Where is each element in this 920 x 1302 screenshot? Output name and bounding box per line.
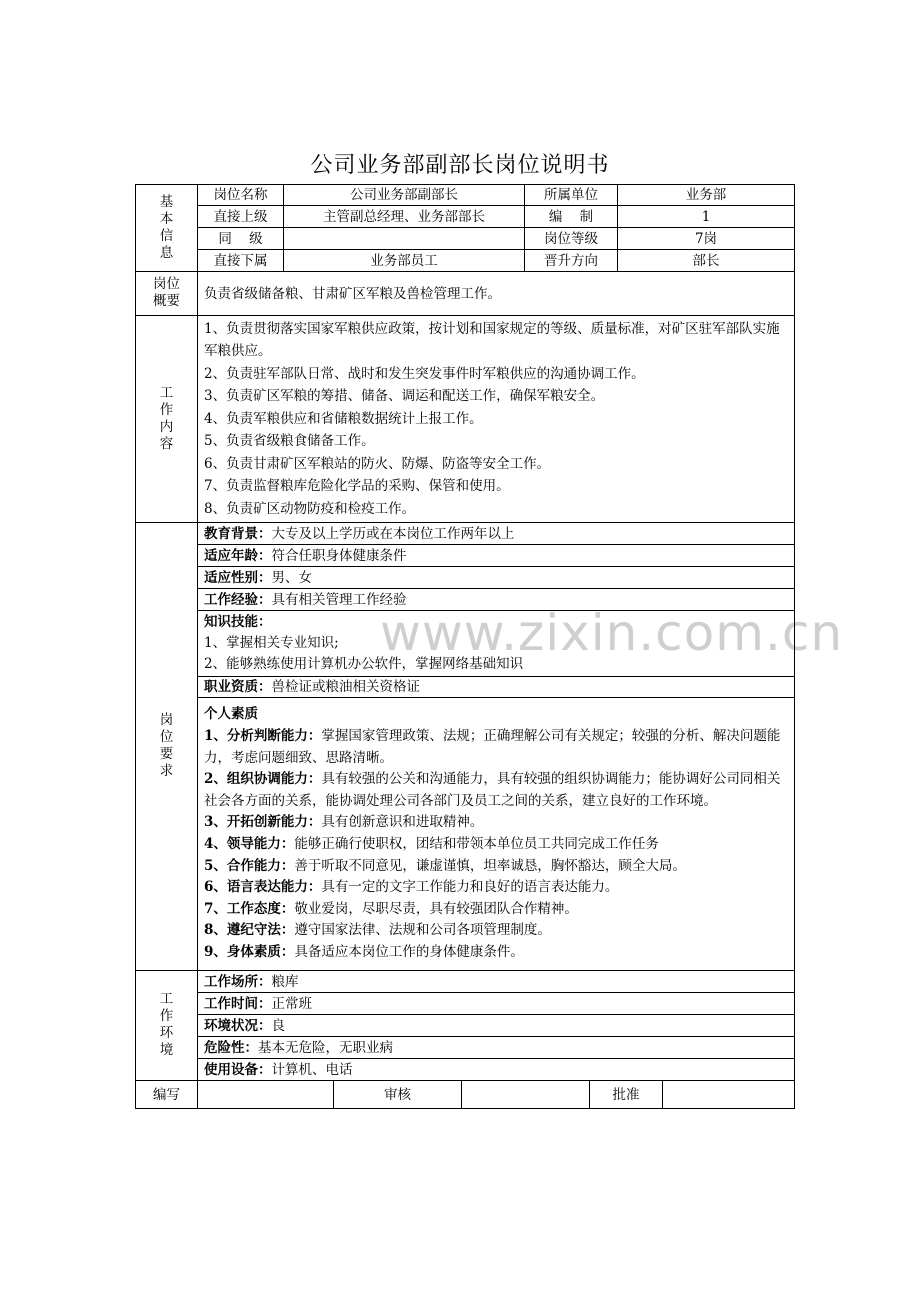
section-summary: 岗位概要 bbox=[136, 272, 198, 316]
value-subordinate: 业务部员工 bbox=[284, 250, 525, 272]
value-peer bbox=[284, 228, 525, 250]
footer-writer-label: 编写 bbox=[136, 1081, 198, 1109]
req-education bbox=[198, 523, 795, 545]
duty-item: 1、负责贯彻落实国家军粮供应政策，按计划和国家规定的等级、质量标准，对矿区驻军部队实施军粮供应。 bbox=[204, 320, 780, 360]
label-direct-superior: 直接上级 bbox=[198, 206, 284, 228]
req-qualification-label: 职业资质： bbox=[204, 679, 272, 695]
duty-item: 5、负责省级粮食储备工作。 bbox=[204, 433, 375, 450]
value-promotion: 部长 bbox=[618, 250, 795, 272]
req-experience bbox=[198, 589, 795, 611]
label-position-name: 岗位名称 bbox=[198, 185, 284, 206]
env-row: 环境状况：良 bbox=[198, 1015, 795, 1037]
section-basic-info: 基本信息 bbox=[136, 185, 198, 272]
env-row: 使用设备：计算机、电话 bbox=[198, 1059, 795, 1081]
label-headcount: 编 制 bbox=[525, 206, 618, 228]
env-row: 工作时间：正常班 bbox=[198, 993, 795, 1015]
job-description-table bbox=[135, 184, 795, 1109]
quality-item: 5、合作能力：善于听取不同意见，谦虚谨慎，坦率诚恳，胸怀豁达，顾全大局。 bbox=[204, 857, 686, 874]
req-gender-value: 男、女 bbox=[271, 569, 312, 586]
label-department: 所属单位 bbox=[525, 185, 618, 206]
footer-writer-value[interactable] bbox=[198, 1081, 334, 1109]
env-row: 工作场所：粮库 bbox=[198, 971, 795, 993]
req-gender-label: 适应性别： bbox=[204, 569, 272, 586]
summary-text: 负责省级储备粮、甘肃矿区军粮及兽检管理工作。 bbox=[198, 272, 795, 316]
duty-item: 3、负责矿区军粮的筹措、储备、调运和配送工作，确保军粮安全。 bbox=[204, 388, 605, 405]
value-direct-superior: 主管副总经理、业务部部长 bbox=[284, 206, 525, 228]
req-age bbox=[198, 545, 795, 567]
section-requirements: 岗位要求 bbox=[136, 523, 198, 971]
quality-item: 1、分析判断能力：掌握国家管理政策、法规；正确理解公司有关规定；较强的分析、解决问题能力，考虑问题细致、思路清晰。 bbox=[204, 728, 781, 766]
quality-item: 8、遵纪守法：遵守国家法律、法规和公司各项管理制度。 bbox=[204, 922, 551, 939]
req-education-value: 大专及以上学历或在本岗位工作两年以上 bbox=[271, 525, 515, 542]
footer-review-value[interactable] bbox=[462, 1081, 590, 1109]
duty-item: 7、负责监督粮库危险化学品的采购、保管和使用。 bbox=[204, 478, 510, 495]
duties-list bbox=[198, 316, 795, 523]
value-grade: 7岗 bbox=[618, 228, 795, 250]
req-skills-label: 知识技能： bbox=[204, 614, 272, 630]
footer-approve-label: 批准 bbox=[590, 1081, 663, 1109]
quality-item: 9、身体素质：具备适应本岗位工作的身体健康条件。 bbox=[204, 943, 524, 960]
req-age-label: 适应年龄： bbox=[204, 547, 272, 564]
label-peer: 同 级 bbox=[198, 228, 284, 250]
quality-item: 4、领导能力：能够正确行使职权，团结和带领本单位员工共同完成工作任务 bbox=[204, 836, 659, 852]
req-qualification bbox=[198, 677, 795, 698]
req-gender bbox=[198, 567, 795, 589]
value-department: 业务部 bbox=[618, 185, 795, 206]
label-subordinate: 直接下属 bbox=[198, 250, 284, 272]
label-grade: 岗位等级 bbox=[525, 228, 618, 250]
req-experience-value: 具有相关管理工作经验 bbox=[271, 591, 407, 608]
section-environment: 工作环境 bbox=[136, 971, 198, 1081]
quality-item: 7、工作态度：敬业爱岗，尽职尽责，具有较强团队合作精神。 bbox=[204, 900, 578, 917]
req-skill-item: 1、掌握相关专业知识; bbox=[204, 635, 339, 651]
watermark: www.zixin.com.cn bbox=[380, 604, 844, 662]
duty-item: 8、负责矿区动物防疫和检疫工作。 bbox=[204, 500, 416, 517]
quality-item: 6、语言表达能力：具有一定的文字工作能力和良好的语言表达能力。 bbox=[204, 879, 619, 896]
section-duties: 工作内容 bbox=[136, 316, 198, 523]
quality-item: 3、开拓创新能力：具有创新意识和进取精神。 bbox=[204, 814, 484, 831]
duty-item: 4、负责军粮供应和省储粮数据统计上报工作。 bbox=[204, 410, 483, 427]
value-headcount: 1 bbox=[618, 206, 795, 228]
req-skill-item: 2、能够熟练使用计算机办公软件，掌握网络基础知识 bbox=[204, 656, 524, 672]
quality-item: 2、组织协调能力：具有较强的公关和沟通能力，具有较强的组织协调能力；能协调好公司同相关社会各方面的关系，能协调处理公司各部门及员工之间的关系，建立良好的工作环境。 bbox=[204, 771, 781, 809]
req-personal-qualities bbox=[198, 698, 795, 971]
req-qualities-label: 个人素质 bbox=[204, 706, 258, 723]
req-qualification-value: 兽检证或粮油相关资格证 bbox=[271, 679, 420, 695]
footer-approve-value[interactable] bbox=[663, 1081, 795, 1109]
env-row: 危险性：基本无危险，无职业病 bbox=[198, 1037, 795, 1059]
req-education-label: 教育背景： bbox=[204, 525, 272, 542]
footer-review-label: 审核 bbox=[334, 1081, 462, 1109]
document-title: 公司业务部副部长岗位说明书 bbox=[310, 153, 610, 178]
duty-item: 6、负责甘肃矿区军粮站的防火、防爆、防盗等安全工作。 bbox=[204, 455, 551, 472]
req-age-value: 符合任职身体健康条件 bbox=[271, 547, 407, 564]
value-position-name: 公司业务部副部长 bbox=[284, 185, 525, 206]
req-experience-label: 工作经验： bbox=[204, 591, 272, 608]
req-skills bbox=[198, 611, 795, 677]
label-promotion: 晋升方向 bbox=[525, 250, 618, 272]
duty-item: 2、负责驻军部队日常、战时和发生突发事件时军粮供应的沟通协调工作。 bbox=[204, 365, 645, 382]
